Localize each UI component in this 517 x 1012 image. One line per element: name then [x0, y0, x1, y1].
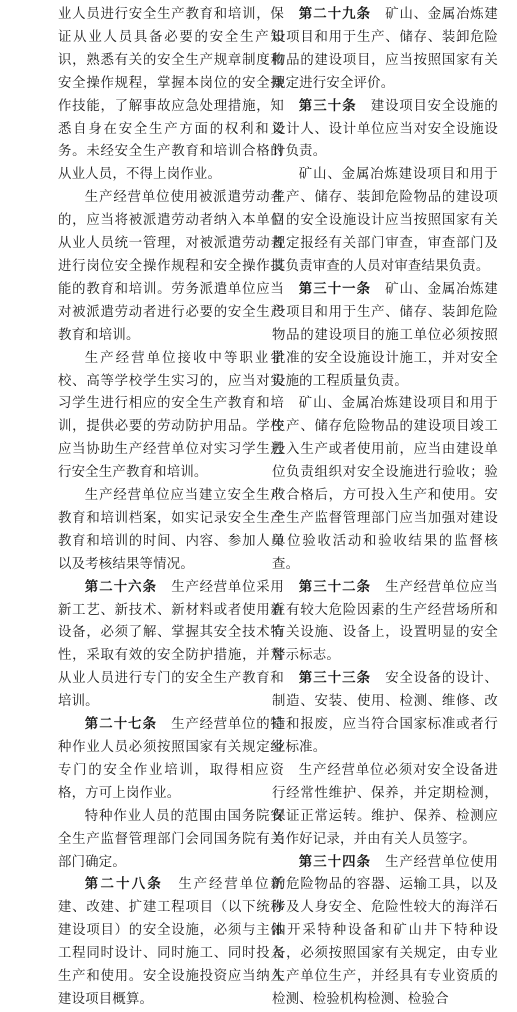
article-number: 第三十一条 — [298, 281, 372, 297]
paragraph-text: 生产经营单位新建、改建、扩建工程项目（以下统称建设项目）的安全设施，必须与主体工程同时设计、同时施工、同时投入生产和使用。安全设施投资应当纳入建设项目概算。 — [58, 877, 285, 1007]
paragraph-text: 生产经营单位应当在有较大危险因素的生产经营场所和有关设施、设备上，设置明显的安全警示标志。 — [272, 579, 499, 664]
article-number: 第三十二条 — [298, 579, 372, 595]
article-30 — [272, 96, 498, 165]
paragraph-text: 生产经营单位采用新工艺、新技术、新材料或者使用新设备，必须了解、掌握其安全技术特性，采取有效的安全防护措施，并对从业人员进行专门的安全生产教育和培训。 — [58, 579, 285, 710]
article-26 — [58, 577, 284, 714]
article-33 — [272, 668, 498, 760]
paragraph-text: 矿山、金属冶炼建设项目和用于生产、储存、装卸危险物品的建设项目的施工单位必须按照批准的安全设施设计施工，并对安全设施的工程质量负责。 — [272, 281, 499, 389]
paragraph — [272, 393, 498, 576]
article-number: 第三十四条 — [298, 854, 372, 870]
paragraph-text: 生产经营单位使用的危险物品的容器、运输工具，以及涉及人身安全、危险性较大的海洋石油开采特种设备和矿山井下特种设备，必须按照国家有关规定，由专业生产单位生产，并经具有专业资质的检测、检验机构检测、检验合 — [272, 854, 499, 1007]
article-number: 第二十六条 — [84, 579, 158, 595]
paragraph-text: 矿山、金属冶炼建设项目和用于生产、储存危险物品的建设项目竣工投入生产或者使用前，应当由建设单位负责组织对安全设施进行验收；验收合格后，方可投入生产和使用。安全生产监督管理部门应当加强对建设单位验收活动和验收结果的监督核查。 — [272, 396, 498, 572]
article-number: 第三十三条 — [298, 671, 372, 687]
paragraph-text: 生产经营单位接收中等职业学校、高等学校学生实习的，应当对实习学生进行相应的安全生产教育和培训，提供必要的劳动防护用品。学校应当协助生产经营单位对实习学生进行安全生产教育和培训。 — [58, 350, 284, 481]
paragraph — [58, 4, 284, 187]
paragraph — [272, 164, 498, 279]
left-column — [58, 4, 284, 1012]
article-27 — [58, 714, 284, 806]
article-number: 第三十条 — [298, 98, 357, 114]
paragraph-text: 建设项目安全设施的设计人、设计单位应当对安全设施设计负责。 — [272, 98, 498, 160]
paragraph-text: 安全设备的设计、制造、安装、使用、检测、维修、改造和报废，应当符合国家标准或者行业标准。 — [272, 671, 499, 755]
paragraph-text: 生产经营单位的特种作业人员必须按照国家有关规定经专门的安全作业培训，取得相应资格，方可上岗作业。 — [58, 717, 285, 801]
right-column — [272, 4, 498, 1012]
article-number: 第二十九条 — [298, 7, 372, 22]
paragraph-text: 业人员进行安全生产教育和培训，保证从业人员具备必要的安全生产知识，熟悉有关的安全生产规章制度和安全操作规程，掌握本岗位的安全操作技能，了解事故应急处理措施，知悉自身在安全生产方面的权利和义务。未经安全生产教育和培训合格的从业人员，不得上岗作业。 — [58, 7, 284, 183]
article-number: 第二十七条 — [84, 717, 158, 733]
article-34 — [272, 852, 498, 1012]
paragraph — [58, 187, 284, 347]
article-28 — [58, 874, 284, 1011]
paragraph — [58, 485, 284, 577]
article-32 — [272, 577, 498, 669]
paragraph-text: 生产经营单位必须对安全设备进行经常性维护、保养，并定期检测，保证正常运转。维护、保养、检测应当作好记录，并由有关人员签字。 — [272, 762, 498, 847]
paragraph — [58, 348, 284, 485]
paragraph — [272, 760, 498, 852]
paragraph-text: 生产经营单位应当建立安全生产教育和培训档案，如实记录安全生产教育和培训的时间、内容、参加人员以及考核结果等情况。 — [58, 488, 284, 572]
paragraph-text: 生产经营单位使用被派遣劳动者的，应当将被派遣劳动者纳入本单位从业人员统一管理，对被派遣劳动者进行岗位安全操作规程和安全操作技能的教育和培训。劳务派遣单位应当对被派遣劳动者进行必要的安全生产教育和培训。 — [58, 190, 284, 343]
paragraph-text: 特种作业人员的范围由国务院安全生产监督管理部门会同国务院有关部门确定。 — [58, 808, 284, 870]
article-31 — [272, 279, 498, 394]
paragraph-text: 矿山、金属冶炼建设项目和用于生产、储存、装卸危险物品的建设项目，应当按照国家有关规定进行安全评价。 — [272, 7, 499, 91]
paragraph-text: 矿山、金属冶炼建设项目和用于生产、储存、装卸危险物品的建设项目的安全设施设计应当按照国家有关规定报经有关部门审查，审查部门及其负责审查的人员对审查结果负责。 — [272, 167, 498, 274]
article-number: 第二十八条 — [84, 877, 164, 893]
paragraph — [58, 806, 284, 875]
article-29 — [272, 4, 498, 96]
